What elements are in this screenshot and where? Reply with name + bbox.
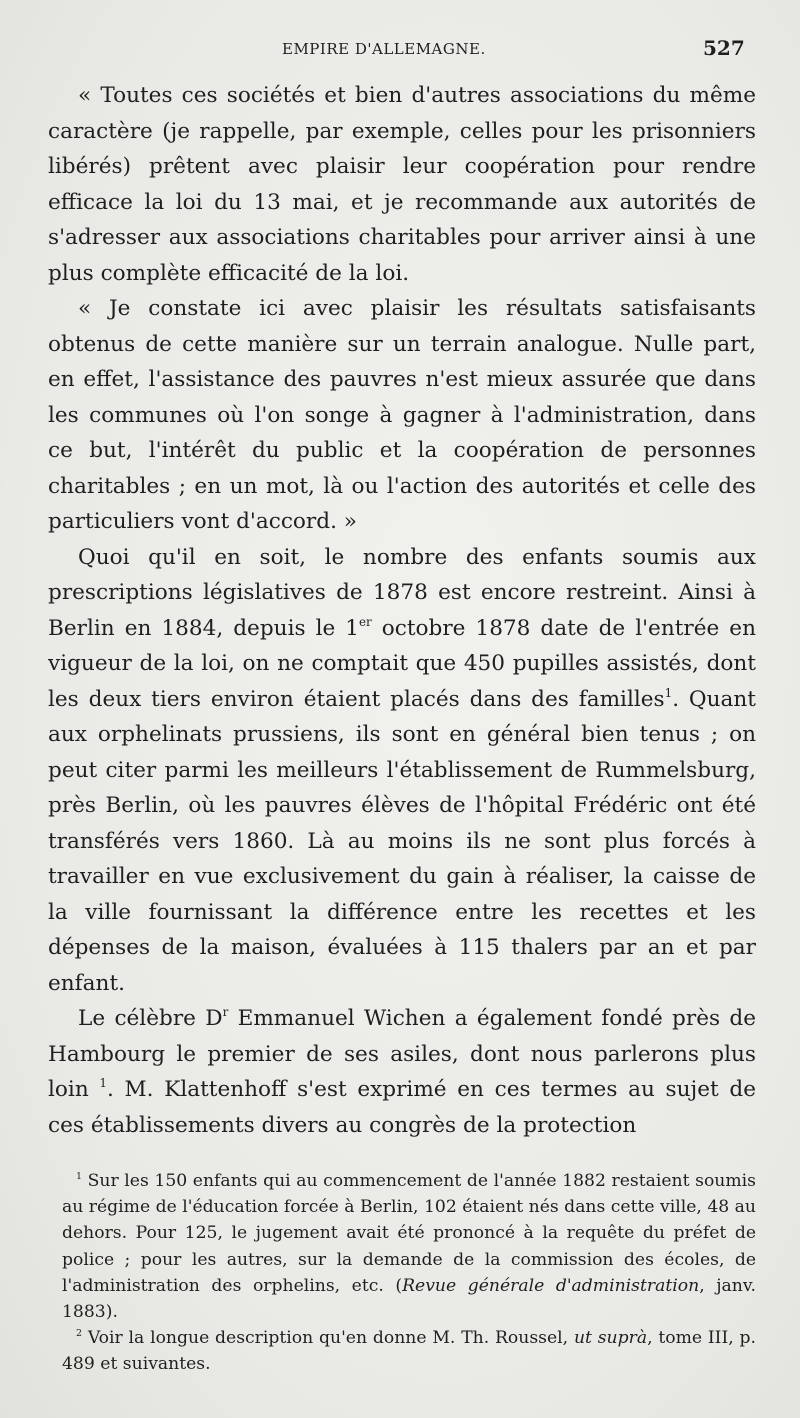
footnote-ref-2: 1 — [99, 1076, 107, 1091]
running-header — [0, 36, 800, 66]
footnote-end: , tome III, p. 489 et suivantes. — [62, 1328, 756, 1375]
footnote-ref-1: 1 — [664, 685, 673, 700]
paragraph-3 — [48, 540, 756, 1002]
footnote-2 — [62, 1325, 756, 1377]
paragraph-3-part-a: Quoi qu'il en soit, le nombre des enfants soumis aux prescriptions législatives de 1878 est encore restreint. Ainsi à Berlin en 1884, depuis le 1 — [48, 544, 756, 641]
running-title: EMPIRE D'ALLEMAGNE. — [282, 40, 486, 58]
footnote-1 — [62, 1168, 756, 1325]
paragraph-3-part-c: . Quant aux orphelinats prussiens, ils sont en général bien tenus ; on peut citer parmi les meilleurs l'établissement de Rummelsburg, près Berlin, où les pauvres élèves de l'hôpital Frédéric ont été transférés vers 1860. Là au moins ils ne sont plus forcés à travailler en vue exclusivement du gain à réaliser, la caisse de la ville fournissant la différence entre les recettes et les dépenses de la maison, évaluées à 115 thalers par an et par enfant. — [48, 686, 756, 996]
footnotes — [62, 1168, 756, 1378]
footnote-end: , janv. 1883). — [62, 1275, 756, 1323]
title-superscript: r — [222, 1005, 229, 1020]
paragraph-4-part-a: Le célèbre D — [78, 1006, 223, 1031]
paragraph-4-part-b: Emmanuel Wichen a également fondé près de Hambourg le premier de ses asiles, dont nous parlerons plus loin — [48, 1006, 756, 1102]
footnote-text: Sur les 150 enfants qui au commencement de l'année 1882 restaient soumis au régime de l'éducation forcée à Berlin, 102 étaient nés dans cette ville, 48 au dehors. Pour 125, le jugement avait été prononcé à la requête du préfet de police ; pour les autres, sur la demande de la commission des écoles, de l'administration des orphelins, etc. ( — [62, 1171, 756, 1296]
ordinal-superscript: er — [359, 614, 372, 629]
footnote-italic: ut suprà — [573, 1328, 648, 1349]
paragraph-3-part-b: octobre 1878 date de l'entrée en vigueur de la loi, on ne comptait que 450 pupilles assistés, dont les deux tiers environ étaient placés dans des familles — [48, 615, 756, 712]
paragraph-4 — [48, 1001, 756, 1143]
footnote-marker: 1 — [76, 1170, 83, 1182]
footnote-text: Voir la longue description qu'en donne M. Th. Roussel, — [87, 1328, 574, 1349]
main-text — [48, 78, 756, 1143]
page-number: 527 — [703, 36, 745, 60]
footnote-marker: 2 — [76, 1328, 83, 1340]
paragraph-1: « Toutes ces sociétés et bien d'autres associations du même caractère (je rappelle, par exemple, celles pour les prisonniers libérés) prêtent avec plaisir leur coopération pour rendre efficace la loi du 13 mai, et je recommande aux autorités de s'adresser aux associations charitables pour arriver ainsi à une plus complète efficacité de la loi. — [48, 83, 756, 286]
footnote-source: Revue générale d'administration — [402, 1275, 700, 1296]
paragraph-4-part-c: . M. Klattenhoff s'est exprimé en ces termes au sujet de ces établissements divers au congrès de la protection — [48, 1077, 756, 1138]
paragraph-2: « Je constate ici avec plaisir les résultats satisfaisants obtenus de cette manière sur un terrain analogue. Nulle part, en effet, l'assistance des pauvres n'est mieux assurée que dans les communes où l'on songe à gagner à l'administration, dans ce but, l'intérêt du public et la coopération de personnes charitables ; en un mot, là ou l'action des autorités et celle des particuliers vont d'accord. » — [48, 296, 756, 534]
